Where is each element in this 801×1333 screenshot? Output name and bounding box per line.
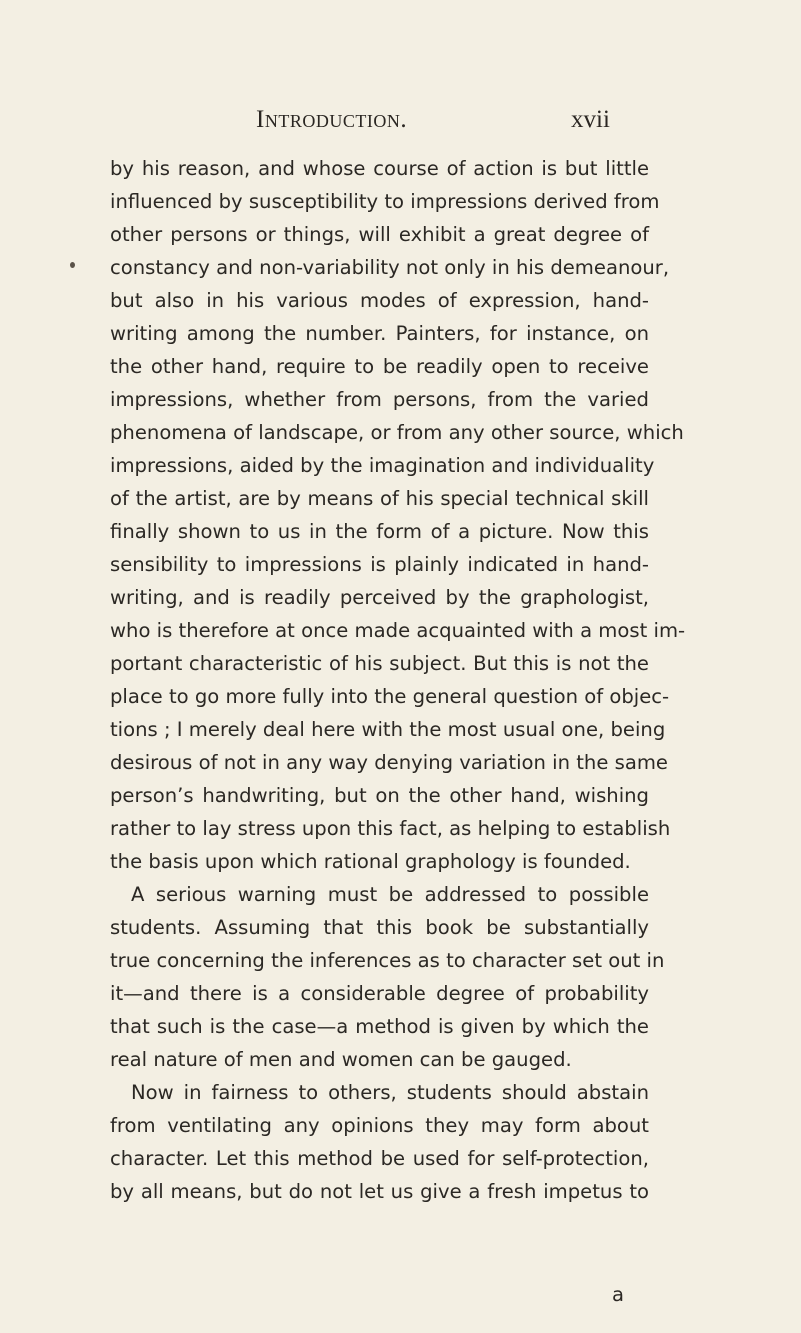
text-line: it—and there is a considerable degree of probability — [110, 982, 649, 1005]
text-line: impressions, whether from persons, from the varied — [110, 388, 649, 411]
text-line: finally shown to us in the form of a picture. Now this — [110, 520, 649, 543]
text-line: portant characteristic of his subject. But this is not the — [110, 652, 649, 675]
text-line: influenced by susceptibility to impressions derived from — [110, 190, 660, 213]
running-title: Introduction. — [256, 106, 408, 133]
text-line: students. Assuming that this book be substantially — [110, 916, 649, 939]
text-line: but also in his various modes of expression, hand- — [110, 289, 649, 312]
paragraph-last-line: real nature of men and women can be gauged. — [110, 1048, 572, 1071]
text-line: phenomena of landscape, or from any other source, which — [110, 421, 684, 444]
text-line: who is therefore at once made acquainted with a most im- — [110, 619, 686, 642]
paragraph-first-line: Now in fairness to others, students should abstain — [131, 1081, 649, 1104]
text-line: of the artist, are by means of his special technical skill — [110, 487, 649, 510]
text-line: desirous of not in any way denying variation in the same — [110, 751, 668, 774]
paragraph-first-line: A serious warning must be addressed to possible — [131, 883, 649, 906]
text-line: from ventilating any opinions they may form about — [110, 1114, 649, 1137]
text-line: rather to lay stress upon this fact, as helping to establish — [110, 817, 671, 840]
text-line: other persons or things, will exhibit a great degree of — [110, 223, 649, 246]
text-line: sensibility to impressions is plainly indicated in hand- — [110, 553, 649, 576]
page-number: xvii — [571, 106, 610, 133]
text-line: the other hand, require to be readily open to receive — [110, 355, 649, 378]
text-line: by all means, but do not let us give a fresh impetus to — [110, 1180, 649, 1203]
running-header — [0, 106, 801, 150]
text-line: constancy and non-variability not only in his demeanour, — [110, 256, 670, 279]
text-line: that such is the case—a method is given by which the — [110, 1015, 649, 1038]
ink-speck — [70, 262, 75, 268]
paragraph-last-line: the basis upon which rational graphology is founded. — [110, 850, 631, 873]
text-line: place to go more fully into the general question of objec- — [110, 685, 670, 708]
text-line: character. Let this method be used for self-protection, — [110, 1147, 649, 1170]
text-line: person’s handwriting, but on the other hand, wishing — [110, 784, 649, 807]
text-line: impressions, aided by the imagination and individuality — [110, 454, 655, 477]
text-line: true concerning the inferences as to character set out in — [110, 949, 665, 972]
text-line: writing among the number. Painters, for instance, on — [110, 322, 649, 345]
catchword: a — [612, 1283, 625, 1306]
text-line: by his reason, and whose course of action is but little — [110, 157, 649, 180]
text-line: tions ; I merely deal here with the most usual one, being — [110, 718, 666, 741]
text-line: writing, and is readily perceived by the graphologist, — [110, 586, 649, 609]
